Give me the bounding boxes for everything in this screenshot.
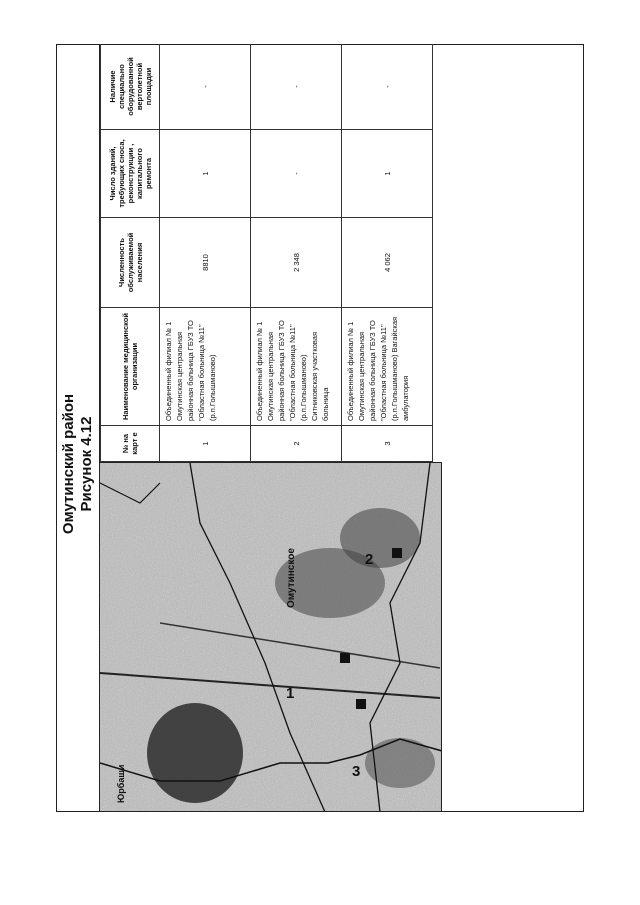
row-num: 2 [251,426,342,462]
corner-place-label: Юрбаши [116,764,126,803]
figure-title: Рисунок 4.12 [78,416,95,512]
row-helipad: - [251,44,342,130]
district-map [100,462,442,811]
row-name: Объединенный филиал № 1 Омутинская центральная районная больница ГБУЗ ТО "Областная больница №11" (р.п.Голышманово) Ситниковская участковая больница [251,308,342,426]
map-marker-1: 1 [286,685,295,702]
title-strip [56,44,100,812]
row-name: Объединенный филиал № 1 Омутинская центральная районная больница ГБУЗ ТО "Областная больница №11" (р.п.Голышманово) Вагайская амбулатория [342,308,433,426]
row-helipad: - [160,44,251,130]
row-num: 3 [342,426,433,462]
map-image [100,463,442,811]
settlement-label: Омутинское [286,548,297,608]
header-name: Наименование медицинской организации [101,308,160,426]
table-row [342,44,433,462]
district-title: Омутинский район [60,393,77,535]
row-population: 8810 [160,218,251,308]
row-num: 1 [160,426,251,462]
row-name: Объединенный филиал № 1 Омутинская центральная районная больница ГБУЗ ТО "Областная больница №11" (р.п.Голышманово) [160,308,251,426]
hospitals-table-area [100,44,442,462]
table-row [160,44,251,462]
row-population: 2 348 [251,218,342,308]
table-header-row [101,44,160,462]
hospitals-table [100,44,433,462]
row-population: 4 062 [342,218,433,308]
map-marker-2: 2 [365,551,374,568]
row-buildings: - [251,130,342,218]
header-population: Численность обслуживаемой населения [101,218,160,308]
map-marker-3: 3 [352,763,361,780]
header-helipad: Наличие специально оборудованной вертолетной площадки [101,44,160,130]
header-buildings: Число зданий, требующих сноса, реконструкции , капитального ремонта [101,130,160,218]
row-buildings: 1 [342,130,433,218]
table-row [251,44,342,462]
row-buildings: 1 [160,130,251,218]
page-title [60,184,96,744]
row-helipad: - [342,44,433,130]
hospitals-table-rotated [100,44,442,462]
header-num: № на карт е [101,426,160,462]
